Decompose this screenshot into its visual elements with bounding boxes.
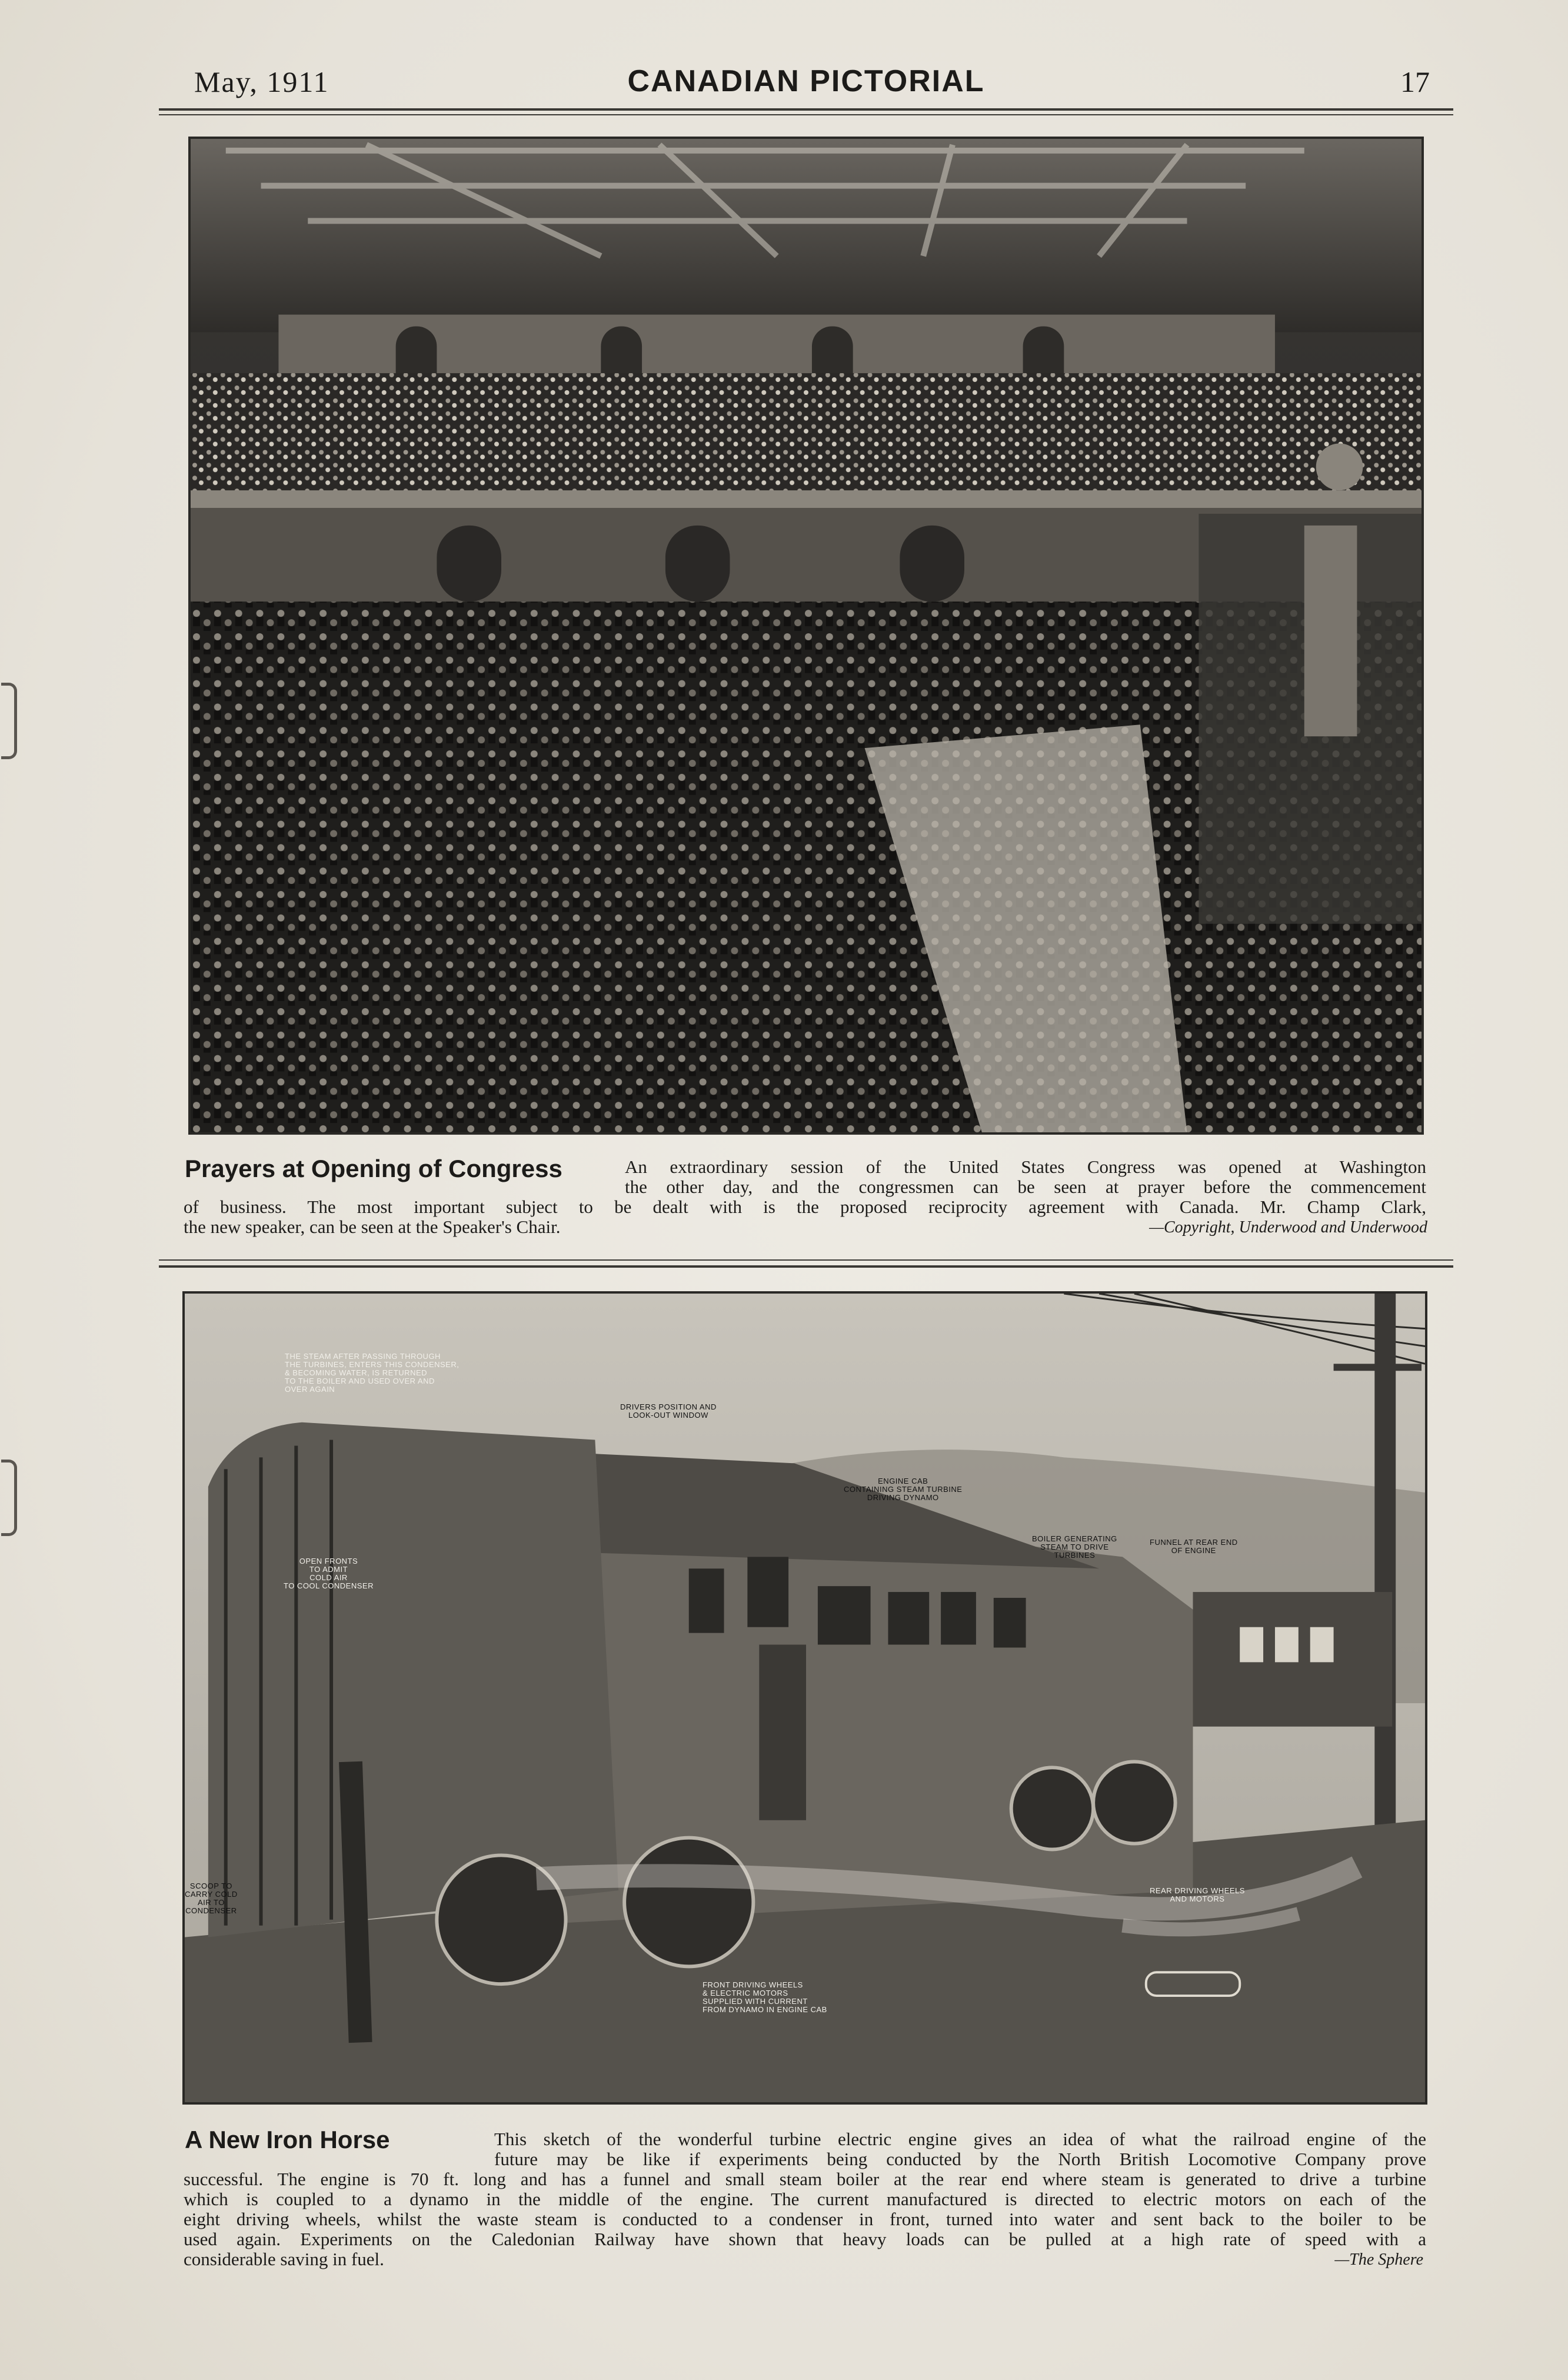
magazine-title: CANADIAN PICTORIAL [627,64,985,98]
caption-line: eight driving wheels, whilst the waste steam is conducted to a condenser in front, turned into water and sent back to the boiler to be [184,2209,1426,2229]
diagram-label-funnel: FUNNEL AT REAR END OF ENGINE [1150,1538,1238,1555]
photo-credit: —The Sphere [1334,2251,1423,2269]
caption-line: the other day, and the congressmen can be seen at prayer before the commencement [625,1176,1426,1197]
diagram-label-condenser: THE STEAM AFTER PASSING THROUGH THE TURBINES, ENTERS THIS CONDENSER, & BECOMING WATER, IS RETURNED TO THE BOILER AND USED OVER AND OVER AGAIN [285,1352,460,1394]
caption-line: successful. The engine is 70 ft. long and has a funnel and small steam boiler at the rear end where steam is generated to drive a turbine [184,2169,1426,2189]
page-header [159,59,1453,106]
article-title: A New Iron Horse [185,2126,390,2153]
locomotive-sketch [182,1291,1427,2105]
diagram-label-boiler: BOILER GENERATING STEAM TO DRIVE TURBINES [1032,1534,1117,1560]
header-rule [159,114,1453,115]
binding-staple [1,1460,17,1536]
header-rule [159,108,1453,111]
page-number: 17 [1400,65,1430,98]
caption-line: future may be like if experiments being conducted by the North British Locomotive Company prove [494,2149,1426,2169]
article-title: Prayers at Opening of Congress [185,1155,562,1182]
diagram-label-rear-wheels: REAR DRIVING WHEELS AND MOTORS [1150,1886,1245,1903]
congress-photo [188,137,1424,1135]
caption-line: which is coupled to a dynamo in the middle of the engine. The current manufactured is directed to electric motors on each of the [184,2189,1426,2209]
caption-line: considerable saving in fuel. [184,2249,384,2269]
diagram-label-scoop: SCOOP TO CARRY COLD AIR TO CONDENSER [185,1882,238,1915]
caption-line: of business. The most important subject to be dealt with is the proposed reciprocity agreement with Canada. Mr. Champ Clark, [184,1196,1426,1217]
caption-line: the new speaker, can be seen at the Speaker's Chair. [184,1216,561,1237]
caption-line: used again. Experiments on the Caledonian Railway have shown that heavy loads can be pulled at a high rate of speed with a [184,2229,1426,2249]
caption-line: An extraordinary session of the United States Congress was opened at Washington [625,1156,1426,1177]
binding-staple [1,683,17,759]
issue-date: May, 1911 [194,65,329,98]
diagram-label-engine-cab: ENGINE CAB CONTAINING STEAM TURBINE DRIVING DYNAMO [844,1477,963,1502]
diagram-label-open-fronts: OPEN FRONTS TO ADMIT COLD AIR TO COOL CONDENSER [284,1557,374,1590]
congress-photo-image [191,139,1421,1132]
diagram-label-drivers-window: DRIVERS POSITION AND LOOK-OUT WINDOW [620,1402,717,1420]
caption-line: This sketch of the wonderful turbine electric engine gives an idea of what the railroad engine of the [494,2129,1426,2149]
photo-credit: —Copyright, Underwood and Underwood [1149,1218,1427,1236]
section-rule [159,1259,1453,1261]
section-rule [159,1265,1453,1268]
diagram-label-front-wheels: FRONT DRIVING WHEELS & ELECTRIC MOTORS SUPPLIED WITH CURRENT FROM DYNAMO IN ENGINE CAB [703,1980,827,2014]
